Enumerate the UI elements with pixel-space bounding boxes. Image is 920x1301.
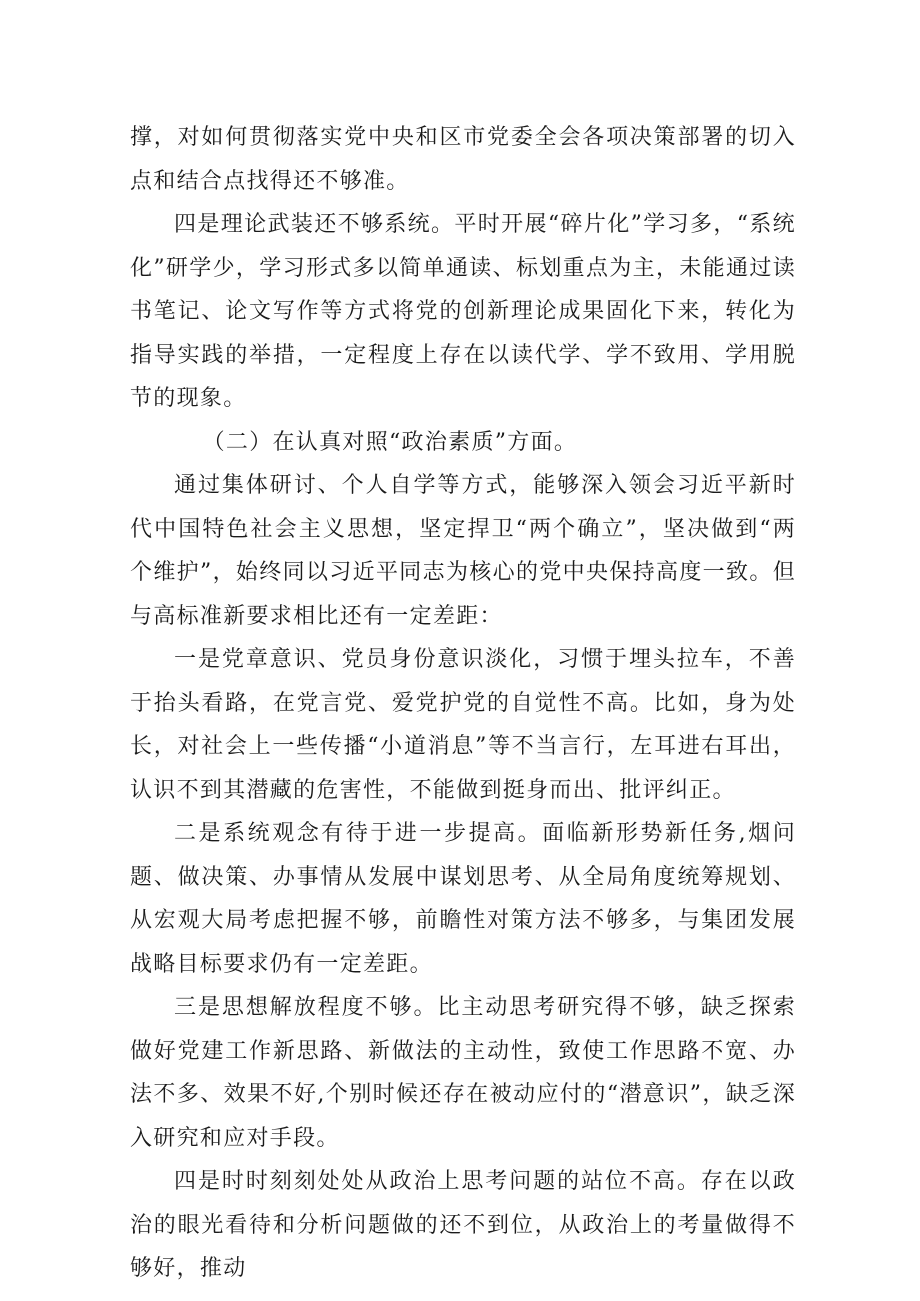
paragraph-thought-liberation: 三是思想解放程度不够。比主动思考研究得不够，缺乏探索做好党建工作新思路、新做法的主动性，致使工作思路不宽、办法不多、效果不好,个别时候还存在被动应付的“潜意识”，缺乏深入研究和应对手段。 bbox=[130, 995, 796, 1151]
paragraph-political-intro: 通过集体研讨、个人自学等方式，能够深入领会习近平新时代中国特色社会主义思想，坚定捍卫“两个确立”，坚决做到“两个维护”，始终同以习近平同志为核心的党中央保持高度一致。但与高标准新要求相比还有一定差距： bbox=[130, 473, 796, 629]
section-heading-political-quality: （二）在认真对照“政治素质”方面。 bbox=[202, 429, 578, 455]
paragraph-party-awareness: 一是党章意识、党员身份意识淡化，习惯于埋头拉车，不善于抬头看路，在党言党、爱党护党的自觉性不高。比如，身为处长，对社会上一些传播“小道消息”等不当言行，左耳进右耳出，认识不到其潜藏的危害性，不能做到挺身而出、批评纠正。 bbox=[130, 647, 796, 803]
document-body bbox=[130, 116, 796, 1291]
paragraph-political-standpoint: 四是时时刻刻处处从政治上思考问题的站位不高。存在以政治的眼光看待和分析问题做的还不到位，从政治上的考量做得不够好，推动 bbox=[130, 1169, 796, 1281]
paragraph-theory-armament: 四是理论武装还不够系统。平时开展“碎片化”学习多，“系统化”研学少，学习形式多以简单通读、标划重点为主，未能通过读书笔记、论文写作等方式将党的创新理论成果固化下来，转化为指导实践的举措，一定程度上存在以读代学、学不致用、学用脱节的现象。 bbox=[130, 212, 796, 411]
paragraph-system-concept: 二是系统观念有待于进一步提高。面临新形势新任务,烟问题、做决策、办事情从发展中谋划思考、从全局角度统筹规划、从宏观大局考虑把握不够，前瞻性对策方法不够多，与集团发展战略目标要求仍有一定差距。 bbox=[130, 821, 796, 977]
paragraph-continuation: 撑，对如何贯彻落实党中央和区市党委全会各项决策部署的切入点和结合点找得还不够准。 bbox=[130, 125, 796, 194]
